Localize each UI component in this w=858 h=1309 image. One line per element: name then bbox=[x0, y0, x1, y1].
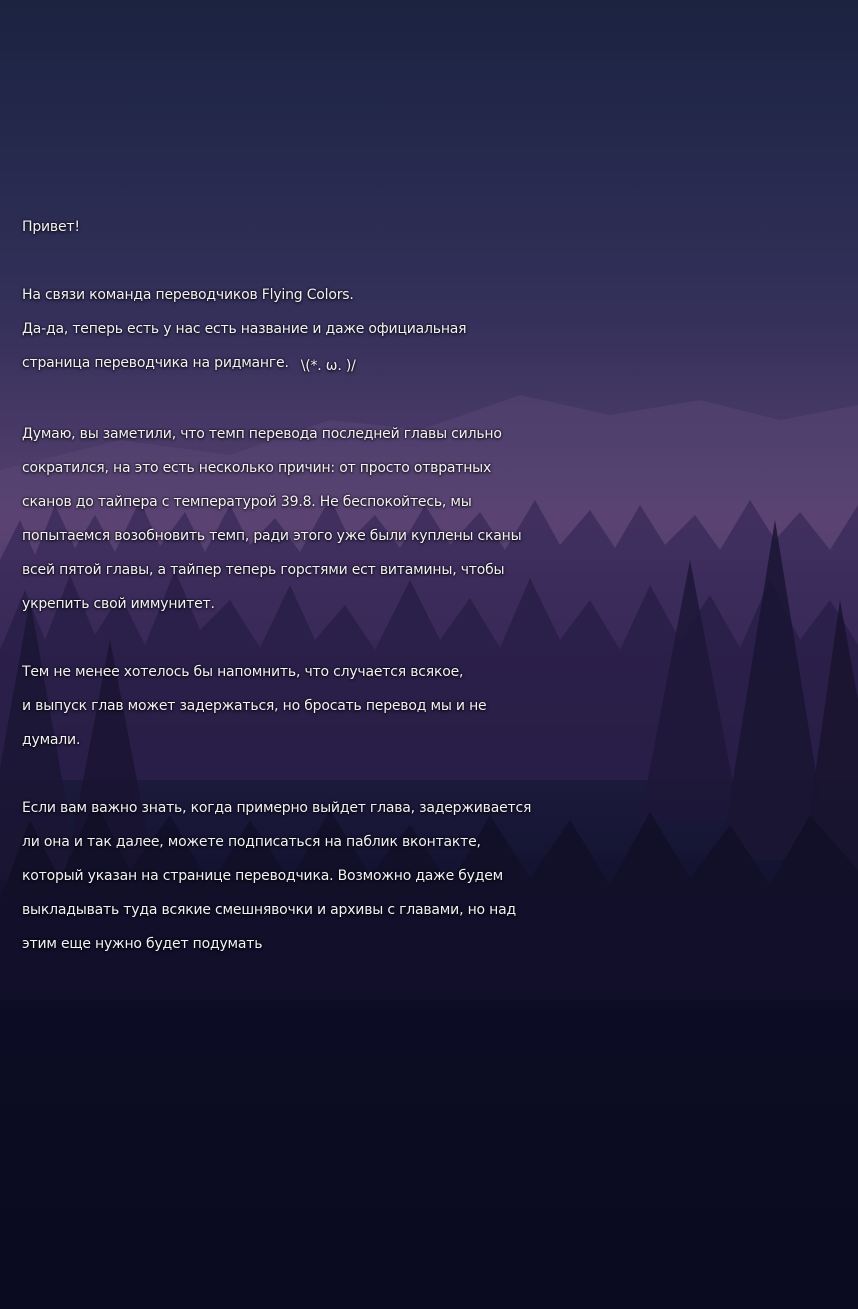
text-line: попытаемся возобновить темп, ради этого уже были куплены сканы bbox=[22, 528, 522, 544]
delay-notice-paragraph bbox=[22, 655, 842, 757]
text-line-fragment: страница переводчика на ридманге. bbox=[22, 355, 289, 371]
text-line: сократился, на это есть несколько причин: от просто отвратных bbox=[22, 460, 492, 476]
team-intro-paragraph bbox=[22, 278, 842, 383]
text-line: думали. bbox=[22, 732, 81, 748]
text-line: ли она и так далее, можете подписаться на паблик вконтакте, bbox=[22, 834, 481, 850]
text-line: Если вам важно знать, когда примерно выйдет глава, задерживается bbox=[22, 800, 532, 816]
text-line: Да-да, теперь есть у нас есть название и даже официальная bbox=[22, 321, 467, 337]
text-line: На связи команда переводчиков Flying Colors. bbox=[22, 287, 354, 303]
text-line: сканов до тайпера с температурой 39.8. Не беспокойтесь, мы bbox=[22, 494, 472, 510]
greeting: Привет! bbox=[22, 219, 80, 235]
translation-pace-paragraph bbox=[22, 417, 842, 621]
kaomoji: \(*. ω. )/ bbox=[300, 358, 356, 374]
text-line: Тем не менее хотелось бы напомнить, что случается всякое, bbox=[22, 664, 464, 680]
announcement-text bbox=[22, 210, 842, 995]
subscribe-paragraph bbox=[22, 791, 842, 961]
text-line: этим еще нужно будет подумать bbox=[22, 936, 263, 952]
text-line bbox=[22, 346, 842, 383]
text-line: укрепить свой иммунитет. bbox=[22, 596, 215, 612]
greeting-paragraph bbox=[22, 210, 842, 244]
text-line: который указан на странице переводчика. Возможно даже будем bbox=[22, 868, 504, 884]
text-line: Думаю, вы заметили, что темп перевода последней главы сильно bbox=[22, 426, 502, 442]
text-line: и выпуск глав может задержаться, но бросать перевод мы и не bbox=[22, 698, 487, 714]
text-line: всей пятой главы, а тайпер теперь горстями ест витамины, чтобы bbox=[22, 562, 505, 578]
text-line: выкладывать туда всякие смешнявочки и архивы с главами, но над bbox=[22, 902, 516, 918]
